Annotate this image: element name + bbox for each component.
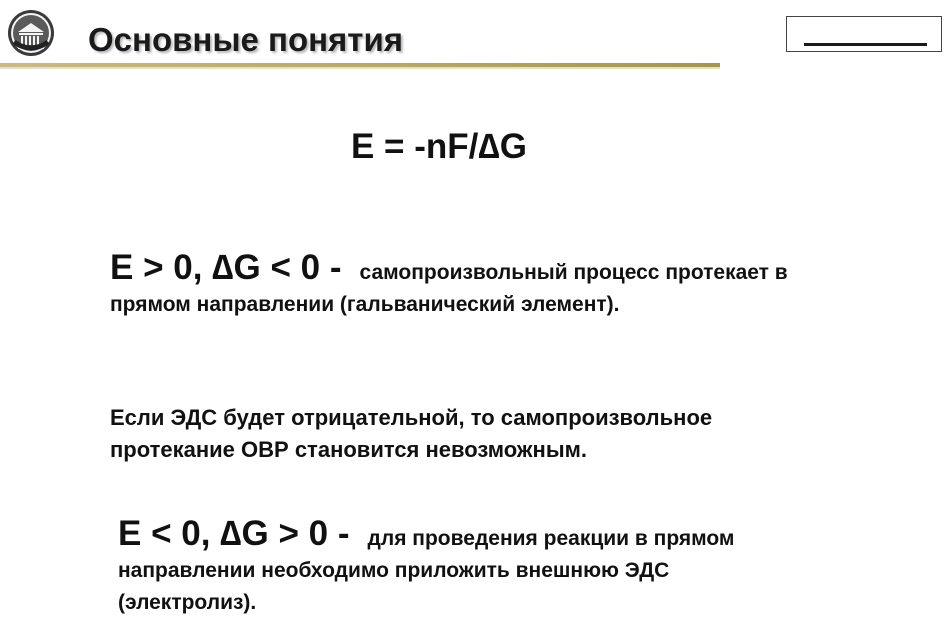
positive-emf-statement xyxy=(110,248,788,321)
negative-emf-condition: E < 0, ∆G > 0 - xyxy=(118,514,350,553)
negative-emf-description-line3: (электролиз). xyxy=(118,591,257,614)
corner-frame-line xyxy=(804,43,927,46)
negative-emf-note-line1: Если ЭДС будет отрицательной, то самопроизвольное xyxy=(110,405,713,430)
university-emblem-icon xyxy=(6,8,56,58)
positive-emf-first-line xyxy=(110,248,788,289)
slide-title: Основные понятия xyxy=(88,21,404,58)
positive-emf-condition: E > 0, ∆G < 0 - xyxy=(110,248,342,287)
positive-emf-description-line1: самопроизвольный процесс протекает в xyxy=(359,261,788,284)
negative-emf-note xyxy=(110,402,712,466)
positive-emf-description-line2: прямом направлении (гальванический элемент). xyxy=(110,293,620,316)
emf-formula: E = -nF/∆G xyxy=(350,127,527,166)
negative-emf-statement xyxy=(118,514,734,619)
university-logo xyxy=(6,8,56,58)
title-underline-shadow xyxy=(0,67,720,69)
negative-emf-first-line xyxy=(118,514,734,555)
negative-emf-description-line2: направлении необходимо приложить внешнюю ЭДС xyxy=(118,559,670,582)
corner-frame xyxy=(786,16,942,52)
negative-emf-description-line1: для проведения реакции в прямом xyxy=(367,527,735,550)
negative-emf-note-line2: протекание ОВР становится невозможным. xyxy=(110,437,587,462)
